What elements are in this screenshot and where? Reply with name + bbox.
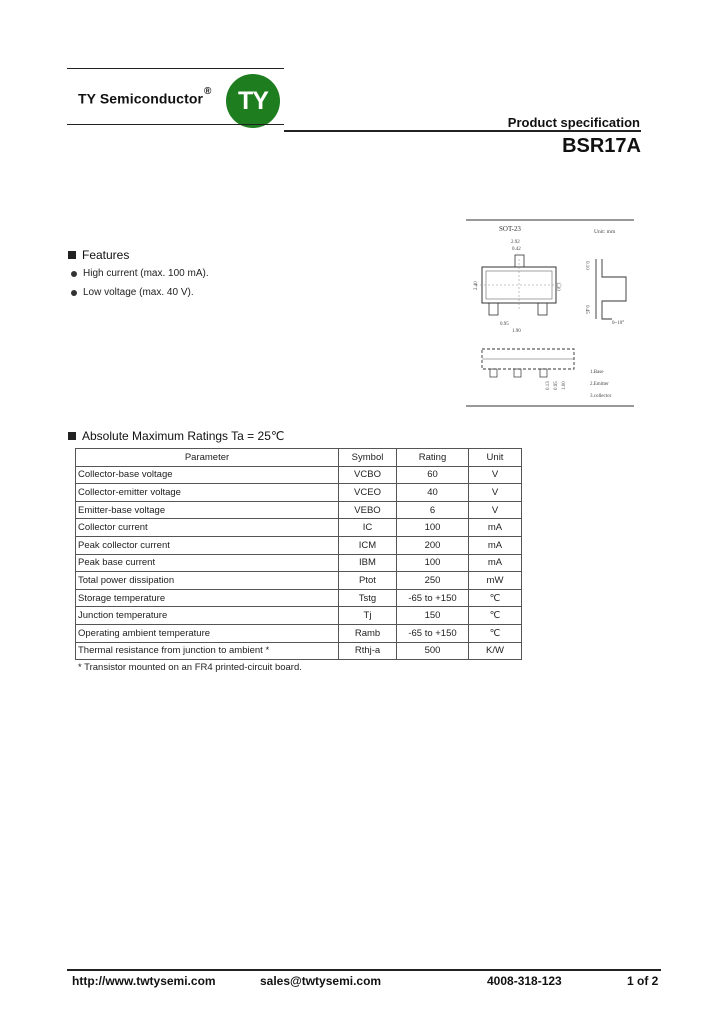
ratings-heading — [68, 429, 284, 443]
rating-cell: 60 — [397, 466, 469, 484]
dim-lead-pitch: 0.95 — [500, 322, 509, 327]
header-top-rule — [67, 68, 284, 69]
package-name: SOT-23 — [499, 225, 521, 233]
feature-text: Low voltage (max. 40 V). — [83, 287, 194, 298]
table-footnote: * Transistor mounted on an FR4 printed-circuit board. — [78, 662, 302, 673]
table-row — [76, 554, 522, 572]
param-cell: Total power dissipation — [76, 572, 339, 590]
rating-cell: 150 — [397, 607, 469, 625]
sot23-package-drawing — [466, 219, 634, 407]
part-number: BSR17A — [562, 135, 641, 157]
rating-cell: 200 — [397, 536, 469, 554]
phone-number: 4008-318-123 — [487, 974, 562, 988]
round-bullet-icon — [71, 271, 77, 277]
ratings-title: Absolute Maximum Ratings Ta = 25℃ — [82, 429, 285, 443]
param-cell: Operating ambient temperature — [76, 624, 339, 642]
param-cell: Collector-emitter voltage — [76, 484, 339, 502]
rating-cell: 100 — [397, 519, 469, 537]
top-lead-2 — [538, 303, 547, 315]
front-lead-1 — [490, 369, 497, 377]
symbol-cell: Rthj-a — [339, 642, 397, 660]
symbol-cell: Ptot — [339, 572, 397, 590]
dim-top-width: 2.92 — [511, 240, 520, 245]
pin-1-label: 1.Base — [590, 370, 604, 375]
header-parameter: Parameter — [76, 449, 339, 467]
param-cell: Thermal resistance from junction to ambient * — [76, 642, 339, 660]
header-bottom-rule — [67, 124, 284, 125]
header-right-rule — [284, 130, 641, 132]
ty-logo — [226, 74, 280, 128]
logo-text: TY — [238, 86, 268, 115]
rating-cell: 500 — [397, 642, 469, 660]
unit-cell: V — [469, 501, 522, 519]
side-view-lead — [596, 259, 626, 319]
param-cell: Junction temperature — [76, 607, 339, 625]
pin-2-label: 2.Emitter — [590, 382, 609, 387]
table-row — [76, 519, 522, 537]
symbol-cell: VCEO — [339, 484, 397, 502]
header-symbol: Symbol — [339, 449, 397, 467]
company-name-text: TY Semiconductor — [78, 90, 204, 107]
param-cell: Storage temperature — [76, 589, 339, 607]
param-cell: Emitter-base voltage — [76, 501, 339, 519]
rating-cell: 100 — [397, 554, 469, 572]
table-row — [76, 642, 522, 660]
dim-side-angle: 0~10° — [612, 321, 625, 326]
unit-cell: mA — [469, 536, 522, 554]
unit-cell: mA — [469, 519, 522, 537]
front-lead-3 — [540, 369, 547, 377]
round-bullet-icon — [71, 290, 77, 296]
feature-item — [71, 287, 194, 298]
dim-side-bottom: 0.45 — [584, 305, 589, 314]
dim-bottom-c: 1.00 — [562, 381, 567, 390]
symbol-cell: ICM — [339, 536, 397, 554]
footer-rule — [67, 969, 661, 971]
symbol-cell: Ramb — [339, 624, 397, 642]
unit-cell: ℃ — [469, 607, 522, 625]
feature-text: High current (max. 100 mA). — [83, 268, 209, 279]
table-row — [76, 607, 522, 625]
product-specification-label: Product specification — [507, 115, 640, 130]
header-rating: Rating — [397, 449, 469, 467]
top-lead-1 — [489, 303, 498, 315]
symbol-cell: VCBO — [339, 466, 397, 484]
header-unit: Unit — [469, 449, 522, 467]
symbol-cell: IBM — [339, 554, 397, 572]
unit-cell: ℃ — [469, 589, 522, 607]
unit-cell: V — [469, 466, 522, 484]
table-row — [76, 484, 522, 502]
pin-3-label: 3.collector — [590, 394, 612, 399]
square-bullet-icon — [68, 251, 76, 259]
email-link[interactable]: sales@twtysemi.com — [260, 974, 382, 988]
dim-body-height: 2.40 — [474, 281, 479, 290]
unit-cell: mW — [469, 572, 522, 590]
table-row — [76, 572, 522, 590]
package-unit: Unit: mm — [594, 229, 616, 235]
table-row — [76, 624, 522, 642]
website-link[interactable]: http://www.twtysemi.com — [72, 974, 216, 988]
param-cell: Peak collector current — [76, 536, 339, 554]
symbol-cell: Tstg — [339, 589, 397, 607]
features-heading — [68, 248, 129, 262]
unit-cell: mA — [469, 554, 522, 572]
rating-cell: -65 to +150 — [397, 624, 469, 642]
registered-mark: ® — [204, 86, 212, 97]
dim-bottom-a: 0.13 — [546, 381, 551, 390]
param-cell: Collector-base voltage — [76, 466, 339, 484]
rating-cell: -65 to +150 — [397, 589, 469, 607]
dim-side-top: 0.10 — [584, 261, 589, 270]
unit-cell: K/W — [469, 642, 522, 660]
dim-bottom-b: 0.95 — [554, 381, 559, 390]
page-number: 1 of 2 — [627, 974, 659, 988]
features-title: Features — [82, 248, 130, 262]
rating-cell: 6 — [397, 501, 469, 519]
param-cell: Peak base current — [76, 554, 339, 572]
front-lead-2 — [514, 369, 521, 377]
square-bullet-icon — [68, 432, 76, 440]
unit-cell: V — [469, 484, 522, 502]
feature-item — [71, 268, 209, 279]
symbol-cell: VEBO — [339, 501, 397, 519]
unit-cell: ℃ — [469, 624, 522, 642]
table-row — [76, 501, 522, 519]
rating-cell: 40 — [397, 484, 469, 502]
rating-cell: 250 — [397, 572, 469, 590]
symbol-cell: IC — [339, 519, 397, 537]
symbol-cell: Tj — [339, 607, 397, 625]
dim-span: 1.90 — [512, 329, 521, 334]
param-cell: Collector current — [76, 519, 339, 537]
dim-body-height-right: 1.30 — [555, 282, 560, 291]
dim-lead-width: 0.42 — [512, 247, 521, 252]
ratings-table — [75, 448, 522, 660]
table-row — [76, 466, 522, 484]
table-row — [76, 589, 522, 607]
top-lead-3 — [515, 255, 524, 267]
table-header-row — [76, 449, 522, 467]
table-row — [76, 536, 522, 554]
company-name — [78, 86, 212, 107]
